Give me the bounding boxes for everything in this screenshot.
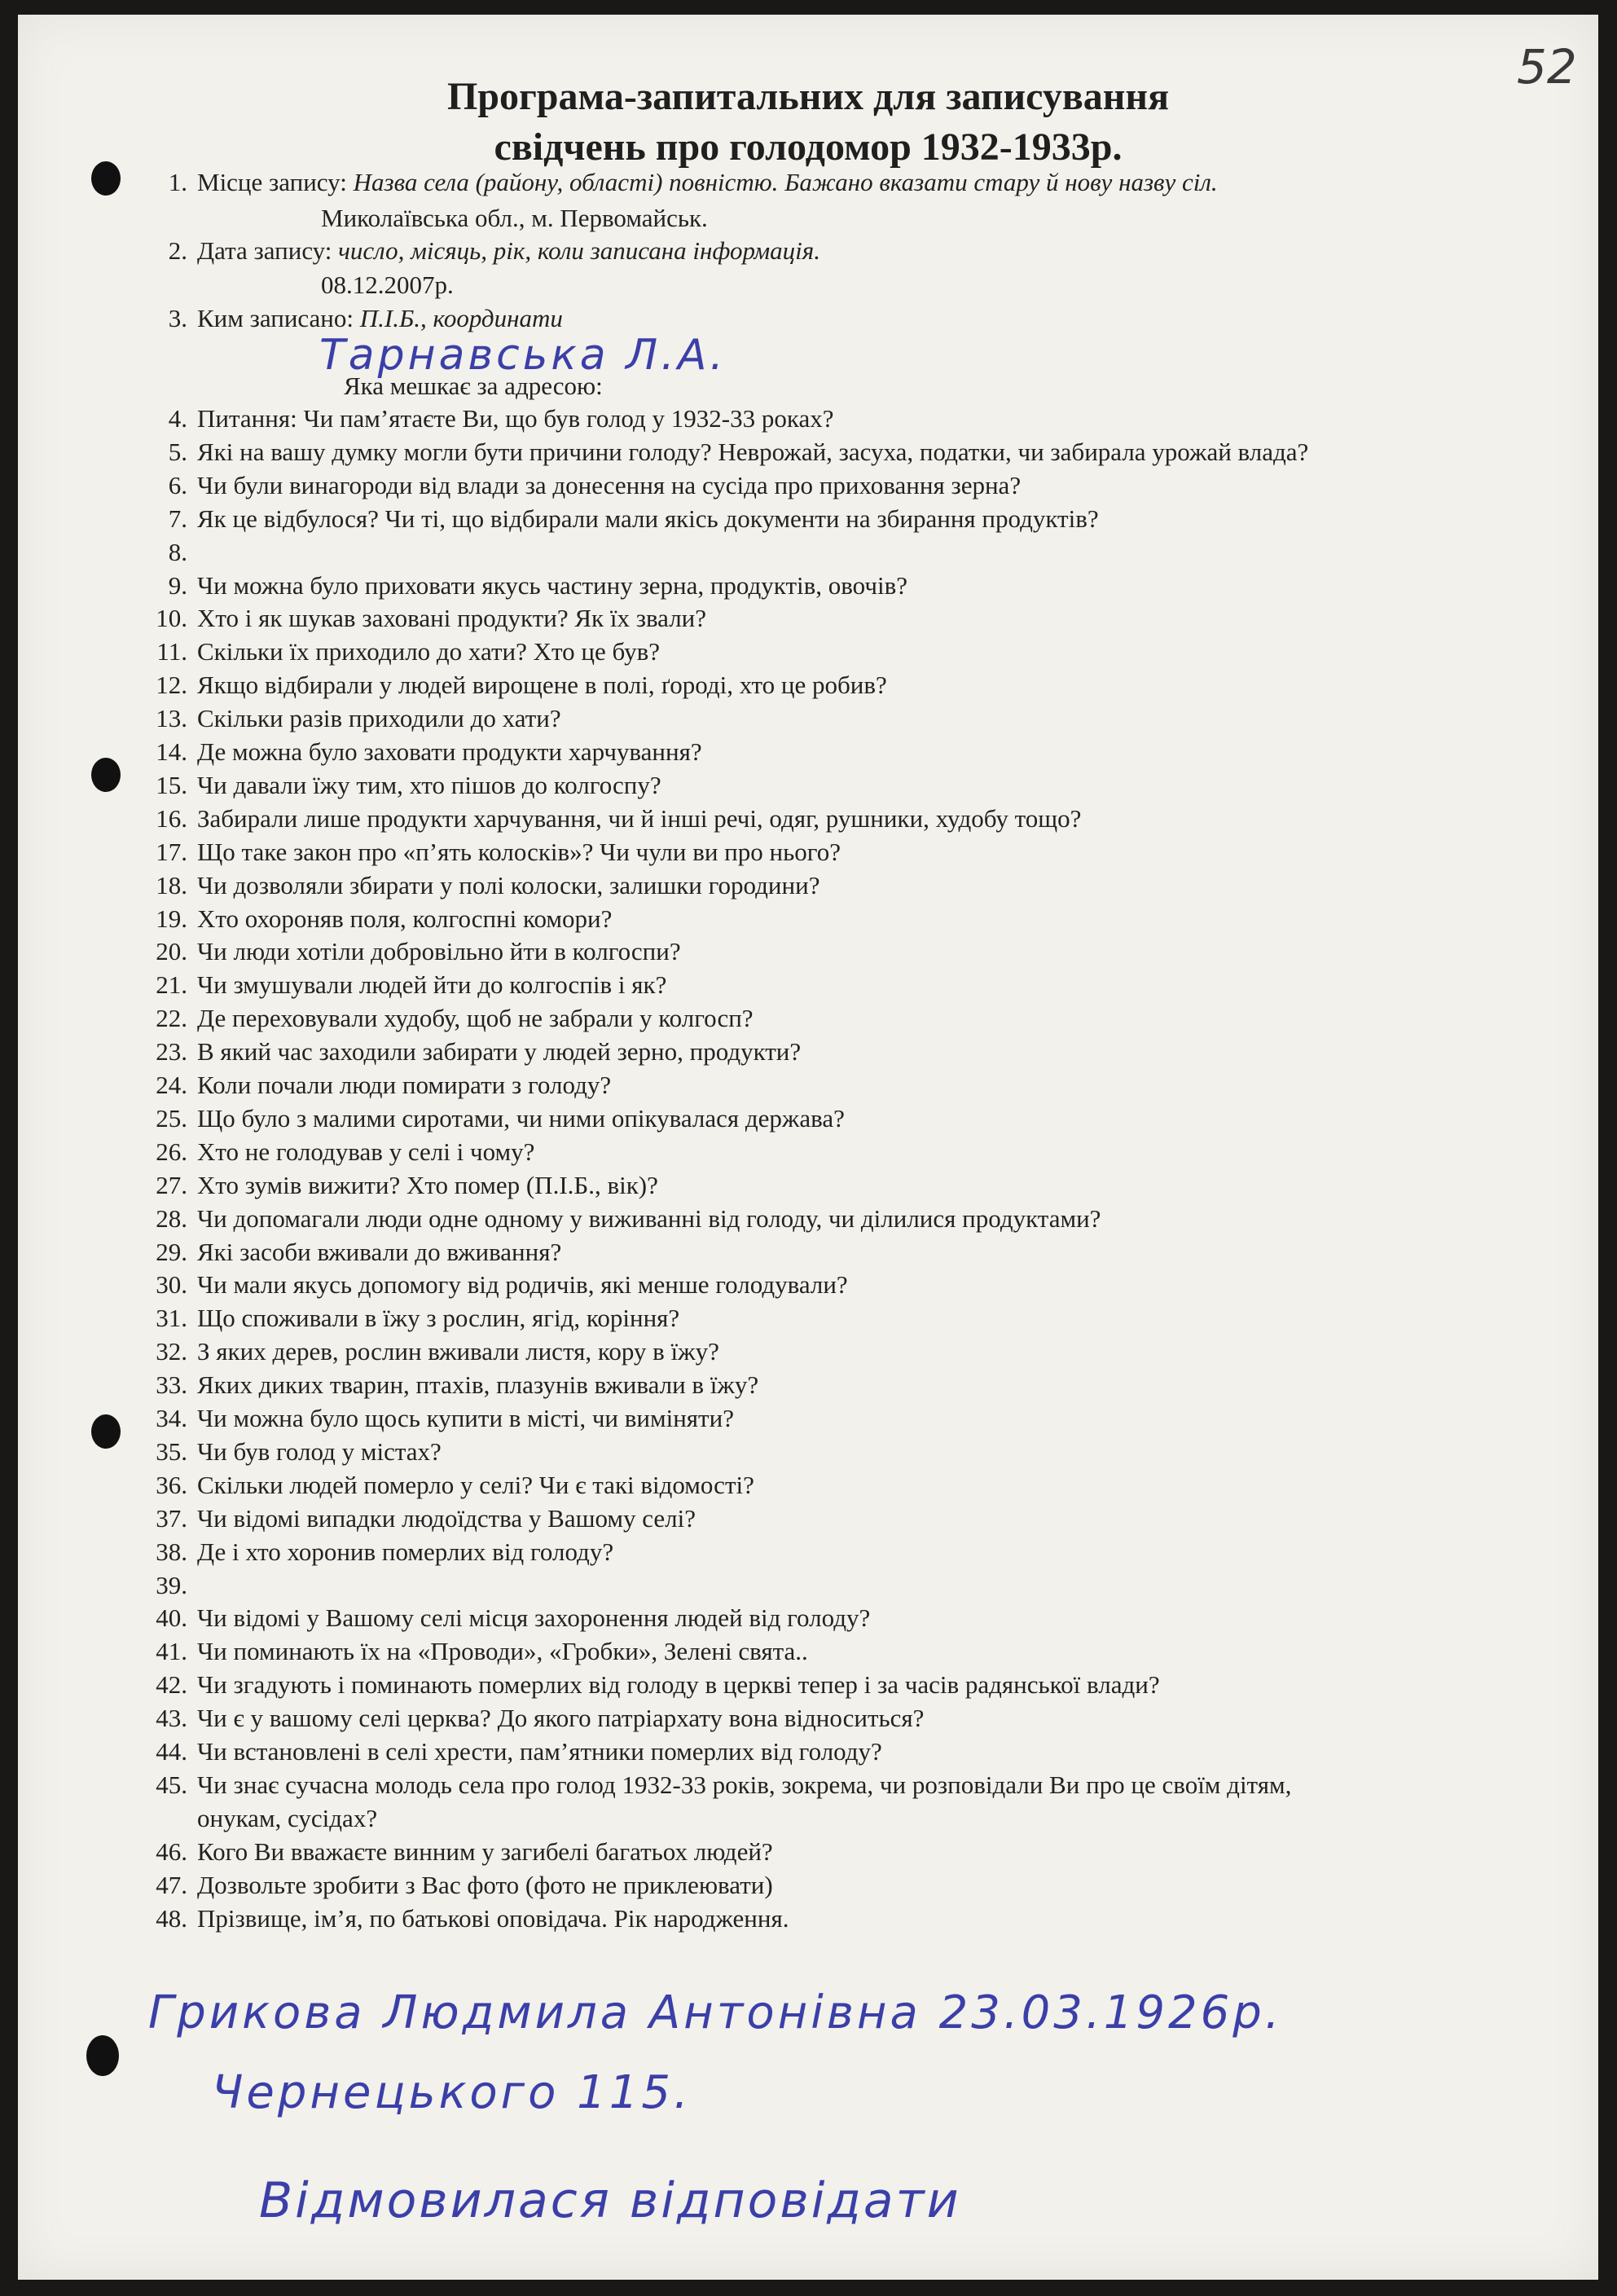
question-item (108, 1704, 924, 1733)
header-item-place: 1. Місце запису: Назва села (району, області) повністю. Бажано вказати стару й нову назву сіл. (168, 168, 1218, 196)
question-text-continuation: онукам, сусідах? (197, 1804, 378, 1832)
question-item (108, 1304, 679, 1333)
question-item (108, 1171, 658, 1200)
question-number: 40. (156, 1603, 187, 1632)
address-label: Яка мешкає за адресою: (344, 372, 603, 400)
question-item (108, 604, 706, 633)
question-item (108, 471, 1021, 500)
question-text: Де можна було заховати продукти харчування? (197, 737, 702, 766)
question-text: Скільки їх приходило до хати? Хто це був? (197, 637, 660, 666)
question-text: Які засоби вживали до вживання? (197, 1238, 562, 1266)
question-item (108, 1471, 754, 1500)
question-text: Чи відомі у Вашому селі місця захоронення людей від голоду? (197, 1603, 871, 1632)
question-item (108, 838, 841, 867)
question-text: Хто не голодував у селі і чому? (197, 1137, 535, 1166)
question-text: Чи був голод у містах? (197, 1437, 442, 1466)
question-text: Яких диких тварин, птахів, плазунів вживали в їжу? (197, 1370, 759, 1399)
question-text: Що споживали в їжу з рослин, ягід, коріння? (197, 1304, 680, 1332)
question-item (108, 637, 660, 666)
question-number: 33. (156, 1370, 187, 1399)
question-number: 20. (156, 937, 187, 965)
question-item (108, 1238, 561, 1267)
question-text: Хто охороняв поля, колгоспні комори? (197, 904, 613, 933)
question-number: 23. (156, 1037, 187, 1066)
question-number: 46. (156, 1837, 187, 1866)
question-number: 38. (156, 1537, 187, 1566)
question-number: 29. (156, 1238, 187, 1266)
question-item (108, 1404, 734, 1433)
question-text: Що було з малими сиротами, чи ними опікувалася держава? (197, 1104, 845, 1133)
respondent-address-handwritten: Чернецького 115. (212, 2066, 692, 2119)
question-number: 39. (156, 1571, 187, 1599)
question-item (108, 904, 612, 934)
question-item (108, 704, 561, 733)
title-line-1: Програма-запитальних для записування (446, 75, 1170, 118)
question-number: 42. (156, 1670, 187, 1699)
question-number: 45. (156, 1770, 187, 1799)
question-item (108, 1737, 882, 1766)
question-item (108, 1270, 848, 1300)
question-number: 5. (168, 438, 187, 466)
question-number: 6. (168, 471, 187, 499)
question-number: 43. (156, 1704, 187, 1732)
respondent-refusal-handwritten: Відмовилася відповідати (259, 2172, 961, 2229)
question-item (108, 1337, 719, 1366)
question-text: Скільки людей померло у селі? Чи є такі відомості? (197, 1471, 754, 1499)
question-number: 35. (156, 1437, 187, 1466)
question-text: Де переховували худобу, щоб не забрали у колгосп? (197, 1004, 754, 1032)
question-number: 12. (156, 671, 187, 699)
question-item (108, 671, 887, 700)
question-item (108, 1071, 611, 1100)
question-item (108, 538, 197, 567)
question-item (108, 1137, 534, 1167)
question-number: 21. (156, 970, 187, 999)
question-number: 26. (156, 1137, 187, 1166)
question-text: Чи були винагороди від влади за донесення на сусіда про приховання зерна? (197, 471, 1022, 499)
question-number: 30. (156, 1270, 187, 1299)
question-number: 41. (156, 1637, 187, 1665)
question-text: Де і хто хоронив померлих від голоду? (197, 1537, 614, 1566)
question-number: 11. (156, 637, 187, 666)
question-item (108, 1904, 789, 1933)
question-number: 36. (156, 1471, 187, 1499)
question-item (108, 1104, 845, 1133)
question-text: Чи давали їжу тим, хто пішов до колгоспу? (197, 771, 661, 799)
question-item (108, 1603, 870, 1633)
question-item (108, 1837, 773, 1867)
question-text: Як це відбулося? Чи ті, що відбирали мали якісь документи на збирання продуктів? (197, 504, 1099, 533)
question-text: Чи відомі випадки людоїдства у Вашому селі? (197, 1504, 696, 1533)
question-text: Чи люди хотіли добровільно йти в колгоспи? (197, 937, 681, 965)
recorder-handwritten: Тарнавська Л.А. (319, 331, 727, 380)
question-number: 18. (156, 871, 187, 899)
question-item (108, 1437, 442, 1467)
document-sheet (18, 15, 1598, 2280)
question-text: Якщо відбирали у людей вирощене в полі, ґороді, хто це робив? (197, 671, 887, 699)
question-number: 24. (156, 1071, 187, 1099)
question-text: В який час заходили забирати у людей зерно, продукти? (197, 1037, 802, 1066)
question-number: 16. (156, 804, 187, 833)
question-text: Хто зумів вижити? Хто помер (П.І.Б., вік)? (197, 1171, 658, 1199)
question-text: Дозвольте зробити з Вас фото (фото не приклеювати) (197, 1871, 773, 1899)
question-text: Чи поминають їх на «Проводи», «Гробки», Зелені свята.. (197, 1637, 808, 1665)
question-number: 19. (156, 904, 187, 933)
respondent-name-handwritten: Грикова Людмила Антонівна 23.03.1926р. (148, 1986, 1283, 2039)
question-text: Коли почали люди помирати з голоду? (197, 1071, 612, 1099)
question-number: 48. (156, 1904, 187, 1933)
question-text: Хто і як шукав заховані продукти? Як їх звали? (197, 604, 707, 632)
page-number: 52 (1517, 39, 1577, 95)
question-text: Чи є у вашому селі церква? До якого патріархату вона відноситься? (197, 1704, 925, 1732)
question-item (108, 771, 661, 800)
question-item (108, 737, 702, 767)
question-number: 13. (156, 704, 187, 732)
question-item (108, 1004, 754, 1033)
question-number: 47. (156, 1871, 187, 1899)
question-text: Чи змушували людей йти до колгоспів і як? (197, 970, 667, 999)
question-number: 14. (156, 737, 187, 766)
question-item (108, 970, 666, 1000)
question-text: Чи встановлені в селі хрести, пам’ятники померлих від голоду? (197, 1737, 882, 1766)
title-line-2: свідчень про голодомор 1932-1933р. (494, 125, 1123, 169)
place-value: Миколаївська обл., м. Первомайськ. (321, 204, 708, 232)
header-item-recorder: 3. Ким записано: П.І.Б., координати (168, 304, 563, 332)
question-text: Чи дозволяли збирати у полі колоски, залишки городини? (197, 871, 820, 899)
question-text: Питання: Чи пам’ятаєте Ви, що був голод у 1932-33 роках? (197, 404, 834, 433)
question-item (108, 1204, 1101, 1234)
question-item (108, 1871, 773, 1900)
question-number: 44. (156, 1737, 187, 1766)
question-text: Чи згадують і поминають померлих від голоду в церкві тепер і за часів радянської влади? (197, 1670, 1160, 1699)
question-number: 22. (156, 1004, 187, 1032)
question-text: Забирали лише продукти харчування, чи й інші речі, одяг, рушники, худобу тощо? (197, 804, 1082, 833)
question-text: Прізвище, ім’я, по батькові оповідача. Рік народження. (197, 1904, 789, 1933)
question-number: 17. (156, 838, 187, 866)
question-item (108, 504, 1099, 534)
question-text: Чи знає сучасна молодь села про голод 1932-33 років, зокрема, чи розповідали Ви про це своїм дітям, (197, 1770, 1292, 1799)
question-item (108, 1637, 808, 1666)
question-number: 32. (156, 1337, 187, 1366)
question-item (108, 404, 833, 433)
question-item (108, 1504, 696, 1533)
question-number: 7. (168, 504, 187, 533)
question-number: 28. (156, 1204, 187, 1233)
question-item (108, 871, 819, 900)
question-number: 4. (168, 404, 187, 433)
question-number: 31. (156, 1304, 187, 1332)
question-item (108, 1770, 1291, 1800)
question-item (108, 1370, 758, 1400)
question-text: Чи мали якусь допомогу від родичів, які менше голодували? (197, 1270, 848, 1299)
punch-hole-icon (86, 2035, 119, 2076)
question-text: Чи можна було приховати якусь частину зерна, продуктів, овочів? (197, 571, 907, 600)
question-number: 9. (168, 571, 187, 600)
question-text: Скільки разів приходили до хати? (197, 704, 561, 732)
header-item-date: 2. Дата запису: число, місяць, рік, коли записана інформація. (168, 236, 820, 265)
question-item (108, 1037, 801, 1067)
question-text: Які на вашу думку могли бути причини голоду? Неврожай, засуха, податки, чи забирала урожай влада? (197, 438, 1309, 466)
question-item (108, 571, 907, 600)
question-text: Кого Ви вважаєте винним у загибелі багатьох людей? (197, 1837, 773, 1866)
question-item (108, 1670, 1160, 1700)
question-text: Що таке закон про «п’ять колосків»? Чи чули ви про нього? (197, 838, 841, 866)
question-item (108, 937, 681, 966)
question-item (108, 804, 1081, 834)
question-number: 15. (156, 771, 187, 799)
question-item (108, 438, 1308, 467)
question-number: 34. (156, 1404, 187, 1432)
question-number: 10. (156, 604, 187, 632)
document-title (18, 72, 1598, 173)
question-number: 25. (156, 1104, 187, 1133)
question-text: Чи допомагали люди одне одному у виживанні від голоду, чи ділилися продуктами? (197, 1204, 1101, 1233)
question-item (108, 1571, 197, 1600)
question-item (108, 1537, 613, 1567)
question-number: 8. (168, 538, 187, 566)
question-number: 27. (156, 1171, 187, 1199)
date-value: 08.12.2007р. (321, 271, 454, 299)
question-number: 37. (156, 1504, 187, 1533)
question-text: Чи можна було щось купити в місті, чи виміняти? (197, 1404, 734, 1432)
question-text: З яких дерев, рослин вживали листя, кору в їжу? (197, 1337, 719, 1366)
